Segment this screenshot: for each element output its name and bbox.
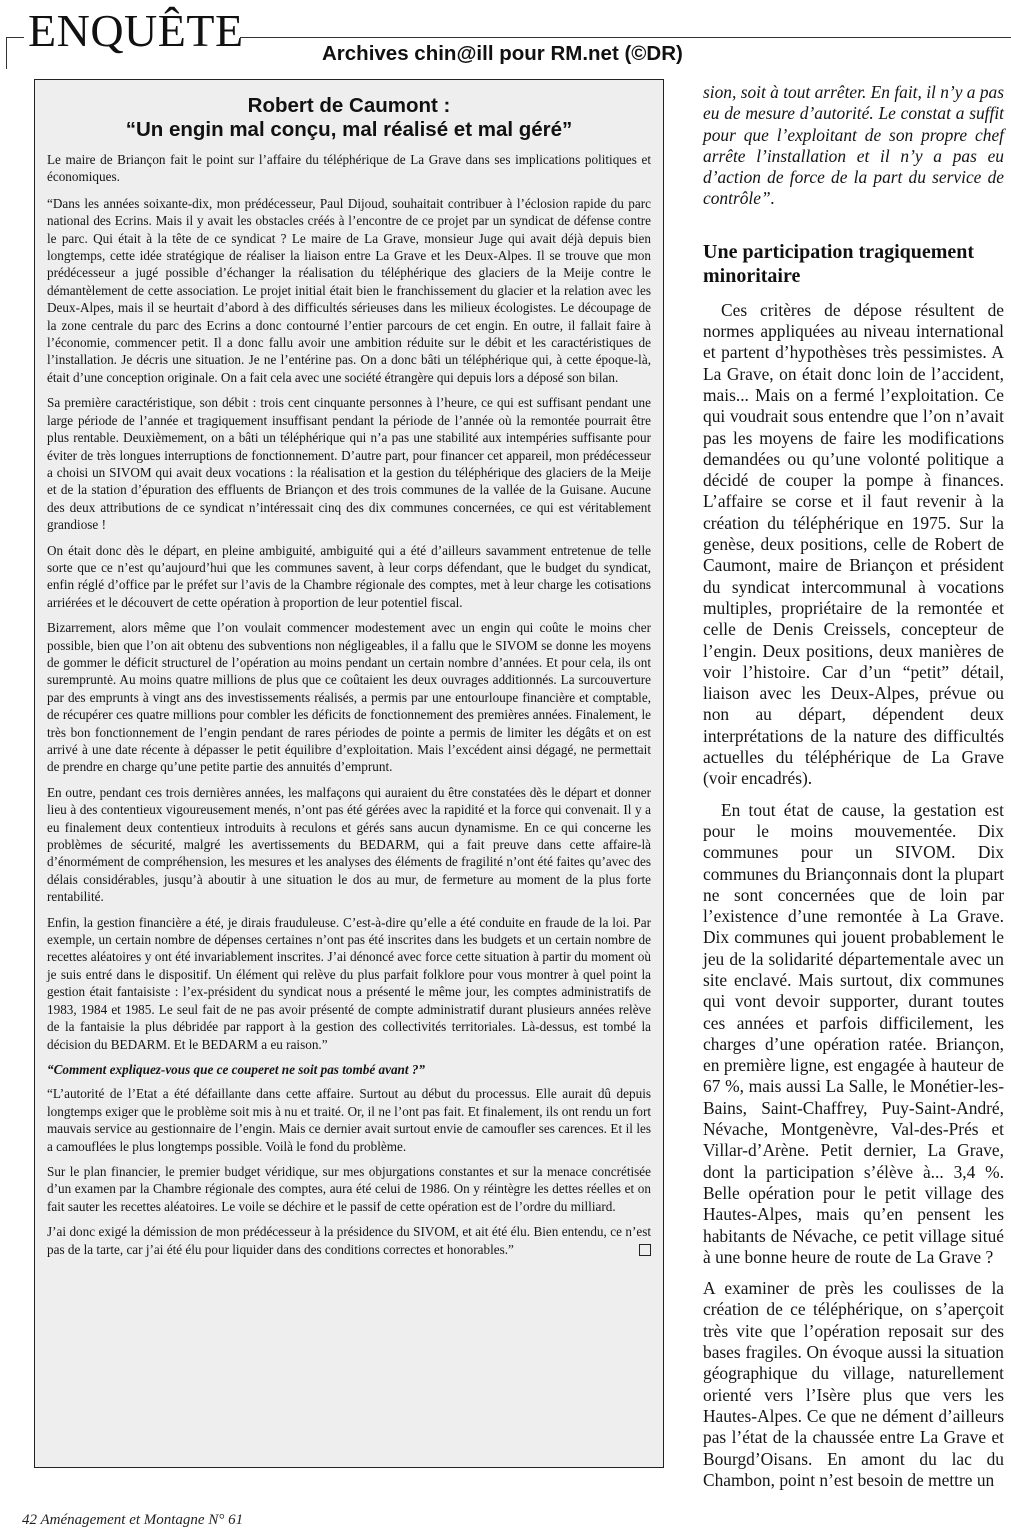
interview-title-name: Robert de Caumont : — [247, 94, 451, 117]
interview-paragraph: En outre, pendant ces trois dernières années, les malfaçons qui auraient du être constatées dès le départ et donner lieu à des contentieux vigoureusement menés, n’ont pas été gérées avec la rapidité et la force qui convenait. Il y a eu finalement deux contentieux introduits à reculons et gérés sans aucun dynamisme. En ce qui concerne les problèmes de sécurité, malgré les avertissements du BEDARM, qui a fait preuve dans cette affaire-là d’énormément de compréhension, les mesures et les analyses des éléments de fragilité n’ont été faites qu’avec des délais considérables, jusqu’à aboutir à une situation le dos au mur, de fermeture au moment de la plus forte rentabilité. — [47, 784, 651, 905]
interview-title-quote: “Un engin mal conçu, mal réalisé et mal géré” — [125, 118, 573, 141]
column-heading: Une participation tragiquement minoritaire — [703, 240, 975, 287]
interview-answer-text: J’ai donc exigé la démission de mon prédécesseur à la présidence du SIVOM, et ait été élu. Bien entendu, ce n’est pas de la tarte, car j’ai été élu pour liquider dans des conditions correctes et honorables.” — [47, 1224, 651, 1257]
right-column — [703, 82, 1004, 1491]
interview-paragraph: Bizarrement, alors même que l’on voulait commencer modestement avec un engin qui coûte le moins cher possible, bien que l’on ait obtenu des subventions non négligeables, il a fallu que le SIVOM se donne les moyens de gommer le déficit structurel de l’opération au moins pendant un certain nombre d’années. Et pour cela, ils ont surempruntė. Au moins quatre millions de plus que ce coûtaient les deux ouvrages additionnés. La surcouverture par des emprunts à vingt ans des investissements réalisés, a permis par une entourloupe financière et comptable, de récupérer ces quatre millions pour combler les déficits de fonctionnement des premières années. Finalement, le très bon fonctionnement de l’engin pendant de rares périodes de pointe a permis de limiter les dégâts et on est arrivé à une date récente à dépasser le petit équilibre d’exploitation. Mais l’excédent ainsi dégagé, ne permettait de prendre en charge qu’une petite partie des annuités d’emprunt. — [47, 620, 651, 775]
interview-answer: “L’autorité de l’Etat a été défaillante dans cette affaire. Surtout au début du processus. Elle aurait dû depuis longtemps exiger que le problème soit mis à nu et traité. Or, il ne l’ont pas fait. Et finalement, ils ont rendu un fort mauvais service au gestionnaire de l’engin. Mais ce dernier avait surtout envie de camoufler ses carences. Et il les a camouflées le plus longtemps possible. Voilà le fond du problème. — [47, 1086, 651, 1154]
page-footer: 42 Aménagement et Montagne N° 61 — [22, 1512, 244, 1528]
column-paragraph: Ces critères de dépose résultent de normes appliquées au niveau international et partent d’hypothèses très pessimistes. A La Grave, on était donc loin de l’accident, mais... Mais on a fermé l’exploitation. Ce qui voudrait sous entendre que l’on n’avait pas les moyens de faire les modifications demandées ou qu’une volonté politique a décidé de couper la pompe à finances. L’affaire se corse et il faut revenir à la création du téléphérique en 1975. Sur la genèse, deux positions, celle de Robert de Caumont, maire de Briançon et président du syndicat intercommunal à vocations multiples, propriétaire de la remontée et celle de Denis Creissels, concepteur de l’engin. Deux positions, deux manières de voir l’histoire. Car d’un “petit” détail, liaison avec les Deux-Alpes, prévue ou non au départ, dépendent deux interprétations de la nature des difficultés actuelles du téléphérique de La Grave (voir encadrés). — [703, 299, 1004, 789]
interview-paragraph: On était donc dès le départ, en pleine ambiguité, ambiguité qui a été d’ailleurs savamment entretenue de telle sorte que ce n’est qu’aujourd’hui que les communes savent, à leur corps défendant, que le budget du syndicat, enfin réglé d’office par le préfet sur l’avis de la Chambre régionale des comptes, met à leur charge les cotisations arriérées et le découvert de cette opération à proportion de leur potentiel fiscal. — [47, 542, 651, 610]
header-rule-left — [6, 37, 24, 38]
archives-credit: Archives chin@ill pour RM.net (©DR) — [322, 42, 683, 65]
end-of-article-square-icon — [639, 1244, 651, 1256]
interview-box — [34, 79, 664, 1468]
interview-intro: Le maire de Briançon fait le point sur l’affaire du téléphérique de La Grave dans ses implications politiques et économiques. — [47, 152, 651, 185]
header-rule-left-vertical — [6, 37, 7, 69]
interview-answer — [47, 1223, 651, 1258]
interview-paragraph: Enfin, la gestion financière a été, je dirais frauduleuse. C’est-à-dire qu’elle a été conduite en fraude de la loi. Par exemple, un certain nombre de dépenses certaines n’ont pas été inscrites dans les budgets et un certain nombre de recettes aléatoires y ont été invariablement inscrites. J’ai dénoncé avec force cette situation à partir du moment où je suis entré dans le dispositif. Un élément qui relève du plus parfait folklore pour vous montrer à quel point la gestion était fantaisiste : l’ex-président du syndicat nous a présenté le même jour, les comptes administratifs de 1983, 1984 et 1985. Le seul fait de ne pas avoir présenté de compte administratif durant plusieurs années relève de la fantaisie la plus débridée par rapport à la gestion des collectivités territoriales. Là-dessus, est tombé la décision du BEDARM. Et le BEDARM a eu raison.” — [47, 914, 651, 1052]
interview-question: “Comment expliquez-vous que ce couperet ne soit pas tombé avant ?” — [47, 1061, 426, 1077]
interview-title — [47, 94, 651, 142]
interview-answer: Sur le plan financier, le premier budget véridique, sur mes objurgations constantes et sur la menace concrétisée d’un examen par la Chambre régionale des comptes, aura été celui de 1986. On y réintègre les dettes réelles et on fait sauter les recettes aléatoires. Le voile se déchire et le passif de cette opération est de l’ordre du milliard. — [47, 1163, 651, 1214]
header-rule — [240, 37, 1011, 38]
continued-quote: sion, soit à tout arrêter. En fait, il n’y a pas eu de mesure d’autorité. Le constat a suffit pour que l’exploitant de son propre chef arrête l’installation et il n’y a pas eu d’action de force de la part du service de contrôle”. — [703, 82, 1004, 209]
column-paragraph: En tout état de cause, la gestation est pour le moins mouvementée. Dix communes pour un SIVOM. Dix communes du Briançonnais dont la plupart ne sont concernées que de loin par l’existence d’une remontée à La Grave. Dix communes qui jouent probablement le jeu de la solidarité départementale avec un site enclavé. Mais surtout, dix communes qui vont devoir supporter, durant toutes ces années et parfois difficilement, les charges d’une opération ratée. Briançon, en première ligne, est engagée à hauteur de 67 %, mais aussi La Salle, le Monétier-les-Bains, Saint-Chaffrey, Puy-Saint-André, Névache, Montgenèvre, Val-des-Prés et Villar-d’Arène. Petit dernier, La Grave, dont la participation s’élève à... 3,4 %. Belle opération pour le petit village des Hautes-Alpes, mais qu’en pensent les habitants de Névache, ce petit village situé à une bonne heure de route de La Grave ? — [703, 799, 1004, 1267]
section-title: ENQUÊTE — [28, 5, 244, 56]
interview-paragraph: “Dans les années soixante-dix, mon prédécesseur, Paul Dijoud, souhaitait contribuer à l’éclosion rapide du parc national des Ecrins. Mais il y avait les obstacles créés à l’encontre de ce projet par un syndicat de défense contre le parc. Qui était à la tête de ce syndicat ? Le maire de La Grave, monsieur Juge qui avait déjà depuis bien longtemps, cette idée stratégique de réaliser la liaison entre La Grave et les Deux-Alpes. Il se trouve que mon prédécesseur a jugé possible d’échanger la réalisation du téléphérique des glaciers de la Meije contre le démantèlement de cette association. Le projet initial était bien le franchissement du glacier et la relation avec les Deux-Alpes, mais il se heurtait d’abord à des difficultés sérieuses dans les milieux écologistes. Le découpage de la zone centrale du parc des Ecrins a donc contourné l’entier parcours de cet engin. En outre, il fallait faire à l’économie, commencer petit. Il a donc fallu avoir une ambition réduite sur le débit et les caractéristiques de l’installation. Je décris une situation. Je ne l’entérine pas. On a donc bâti un téléphérique qui, à cette époque-là, était d’une conception originale. On a fait cela avec une société étrangère qui depuis lors a déposé son bilan. — [47, 195, 651, 385]
interview-paragraph: Sa première caractéristique, son débit : trois cent cinquante personnes à l’heure, ce qui est suffisant pendant une large période de l’année et tragiquement insuffisant pendant la période de l’année où la remontée pourrait être plus rentable. Deuxièmement, on a bâti un téléphérique qui n’a pas une stabilité aux intempéries suffisante pour éviter de très longues interruptions de fonctionnement. D’autre part, pour financer cet appareil, mon prédécesseur a choisi un SIVOM qui avait deux vocations : la réalisation et la gestion du téléphérique des glaciers de la Meije et de la station d’épuration des effluents de Briançon et des trois communes de la vallée de la Guisane. Aucune des deux attributions de ce syndicat n’intéressait cinq des dix communes concernées, ce qui est véritablement grandiose ! — [47, 395, 651, 533]
column-paragraph: A examiner de près les coulisses de la création de ce téléphérique, on s’aperçoit très vite que l’opération reposait sur des bases fragiles. On évoque aussi la situation géographique du village, naturellement orienté vers l’Isère plus que vers les Hautes-Alpes. Ce que ne dément d’ailleurs pas l’état de la chaussée entre La Grave et Bourgd’Oisans. En amont du lac du Chambon, point n’est besoin de mettre un — [703, 1278, 1004, 1490]
